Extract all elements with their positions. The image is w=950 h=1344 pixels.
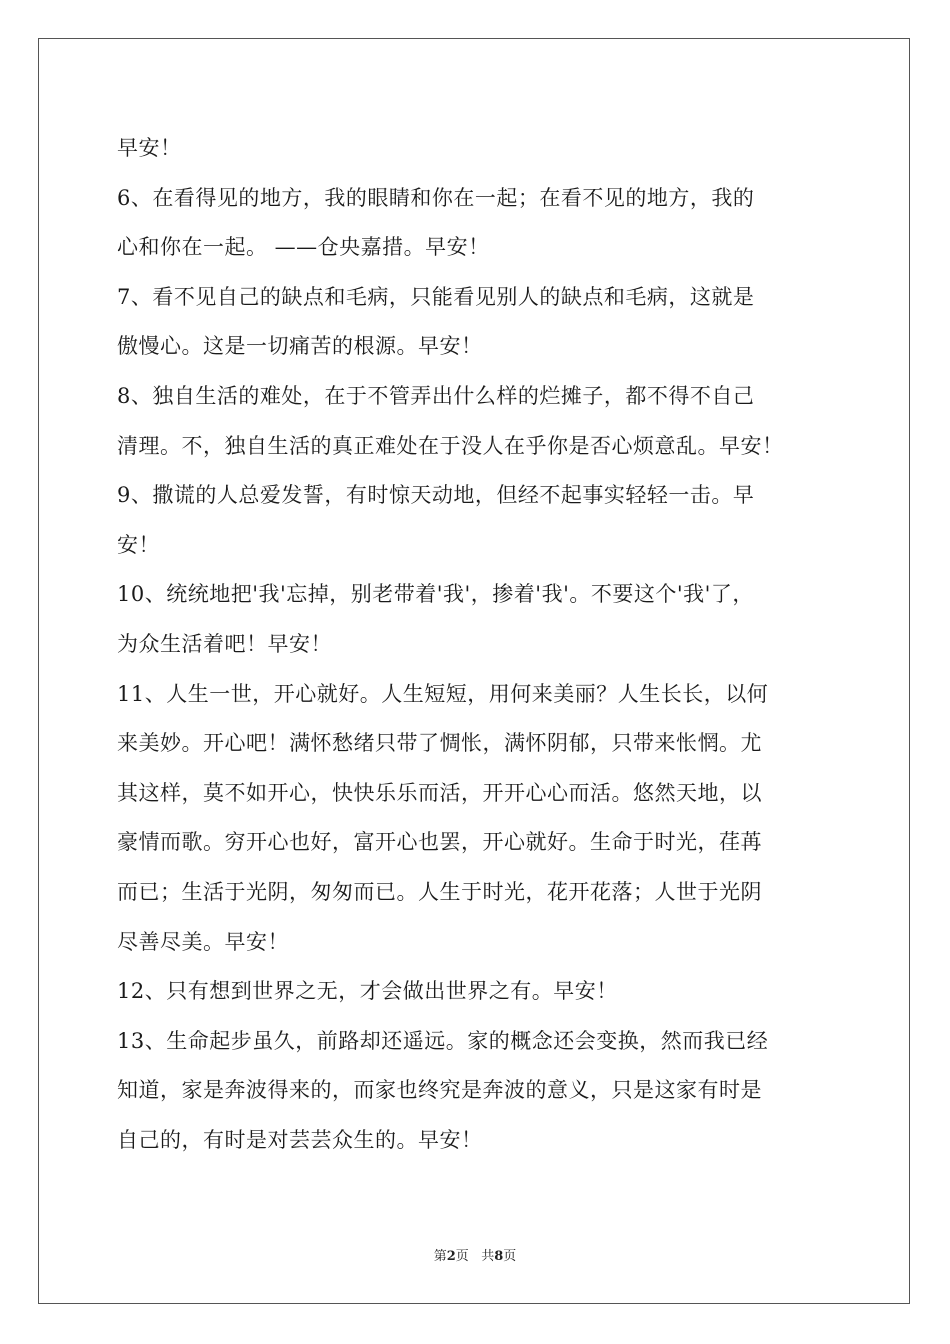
text-line: 安！ xyxy=(117,532,160,557)
text-line: 6、在看得见的地方，我的眼睛和你在一起；在看不见的地方，我的 xyxy=(117,185,755,210)
text-line: 傲慢心。这是一切痛苦的根源。早安！ xyxy=(117,334,483,359)
text-line: 心和你在一起。 ——仓央嘉措。早安！ xyxy=(117,235,490,260)
text-line: 11、人生一世，开心就好。人生短短，用何来美丽？人生长长，以何 xyxy=(117,681,769,706)
text-line: 12、只有想到世界之无，才会做出世界之有。早安！ xyxy=(117,979,618,1004)
text-line: 豪情而歌。穷开心也好，富开心也罢，开心就好。生命于时光，荏苒 xyxy=(117,830,762,855)
text-line: 为众生活着吧！早安！ xyxy=(117,631,332,656)
document-body xyxy=(117,124,837,1165)
text-line: 10、统统地把'我'忘掉，别老带着'我'，掺着'我'。不要这个'我'了， xyxy=(117,582,754,607)
text-line: 8、独自生活的难处，在于不管弄出什么样的烂摊子，都不得不自己 xyxy=(117,383,755,408)
text-line: 尽善尽美。早安！ xyxy=(117,929,289,954)
page-footer xyxy=(0,1245,950,1264)
text-line: 7、看不见自己的缺点和毛病，只能看见别人的缺点和毛病，这就是 xyxy=(117,284,755,309)
text-line: 而已；生活于光阴，匆匆而已。人生于时光，花开花落；人世于光阴 xyxy=(117,879,762,904)
text-line: 自己的，有时是对芸芸众生的。早安！ xyxy=(117,1127,483,1152)
text-line: 9、撒谎的人总爱发誓，有时惊天动地，但经不起事实轻轻一击。早 xyxy=(117,483,755,508)
text-line: 清理。不，独自生活的真正难处在于没人在乎你是否心烦意乱。早安！ xyxy=(117,433,784,458)
text-line: 知道，家是奔波得来的，而家也终究是奔波的意义，只是这家有时是 xyxy=(117,1078,762,1103)
text-line: 其这样，莫不如开心，快快乐乐而活，开开心心而活。悠然天地，以 xyxy=(117,780,762,805)
total-pages: 共8页 xyxy=(481,1249,517,1264)
text-line: 早安！ xyxy=(117,136,182,160)
page-number: 第2页 xyxy=(433,1249,469,1264)
text-line: 13、生命起步虽久，前路却还遥远。家的概念还会变换，然而我已经 xyxy=(117,1028,769,1053)
text-line: 来美妙。开心吧！满怀愁绪只带了惆怅，满怀阴郁，只带来怅惘。尤 xyxy=(117,731,762,756)
